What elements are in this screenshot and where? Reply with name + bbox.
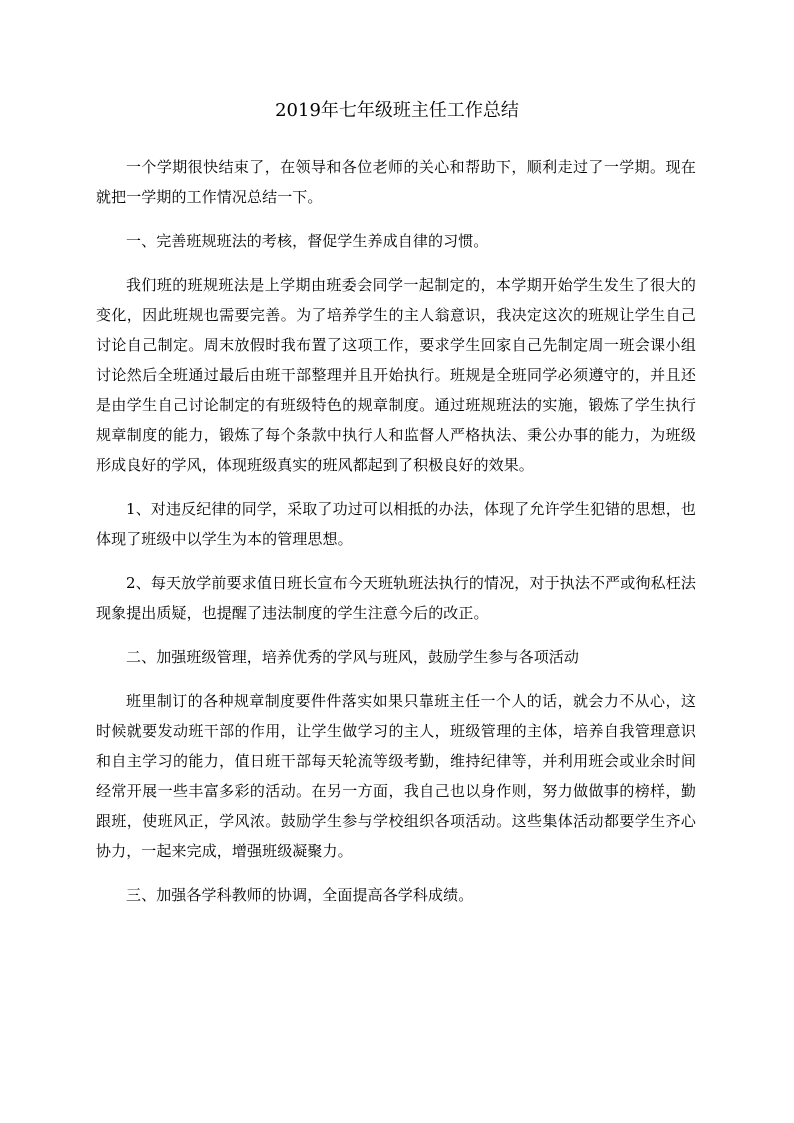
section-heading-2: 二、加强班级管理，培养优秀的学风与班风，鼓励学生参与各项活动 [126, 648, 580, 666]
paragraph-point-2: 2、每天放学前要求值日班长宣布今天班轨班法执行的情况，对于执法不严或徇私枉法现象提出质疑，也提醒了违法制度的学生注意今后的改正。 [96, 574, 696, 622]
paragraph-intro: 一个学期很快结束了，在领导和各位老师的关心和帮助下，顺利走过了一学期。现在就把一学期的工作情况总结一下。 [96, 158, 696, 206]
document-title: 2019年七年级班主任工作总结 [275, 100, 519, 121]
section-heading-1: 一、完善班规班法的考核，督促学生养成自律的习惯。 [126, 232, 489, 250]
paragraph-class-rules: 我们班的班规班法是上学期由班委会同学一起制定的，本学期开始学生发生了很大的变化，因此班规也需要完善。为了培养学生的主人翁意识，我决定这次的班规让学生自己讨论自己制定。周末放假时我布置了这项工作，要求学生回家自己先制定周一班会课小组讨论然后全班通过最后由班干部整理并且开始执行。班规是全班同学必须遵守的，并且还是由学生自己讨论制定的有班级特色的规章制度。通过班规班法的实施，锻炼了学生执行规章制度的能力，锻炼了每个条款中执行人和监督人严格执法、秉公办事的能力，为班级形成良好的学风，体现班级真实的班风都起到了积极良好的效果。 [96, 276, 696, 474]
paragraph-class-management: 班里制订的各种规章制度要件件落实如果只靠班主任一个人的话，就会力不从心，这时候就要发动班干部的作用，让学生做学习的主人，班级管理的主体，培养自我管理意识和自主学习的能力，值日班干部每天轮流等级考勤，维持纪律等，并利用班会或业余时间经常开展一些丰富多彩的活动。在另一方面，我自己也以身作则，努力做做事的榜样，勤跟班，使班风正，学风浓。鼓励学生参与学校组织各项活动。这些集体活动都要学生齐心协力，一起来完成，增强班级凝聚力。 [96, 692, 696, 860]
paragraph-point-1: 1、对违反纪律的同学，采取了功过可以相抵的办法，体现了允许学生犯错的思想，也体现了班级中以学生为本的管理思想。 [96, 500, 696, 548]
section-heading-3: 三、加强各学科教师的协调，全面提高各学科成绩。 [126, 886, 474, 904]
document-body [96, 152, 696, 924]
